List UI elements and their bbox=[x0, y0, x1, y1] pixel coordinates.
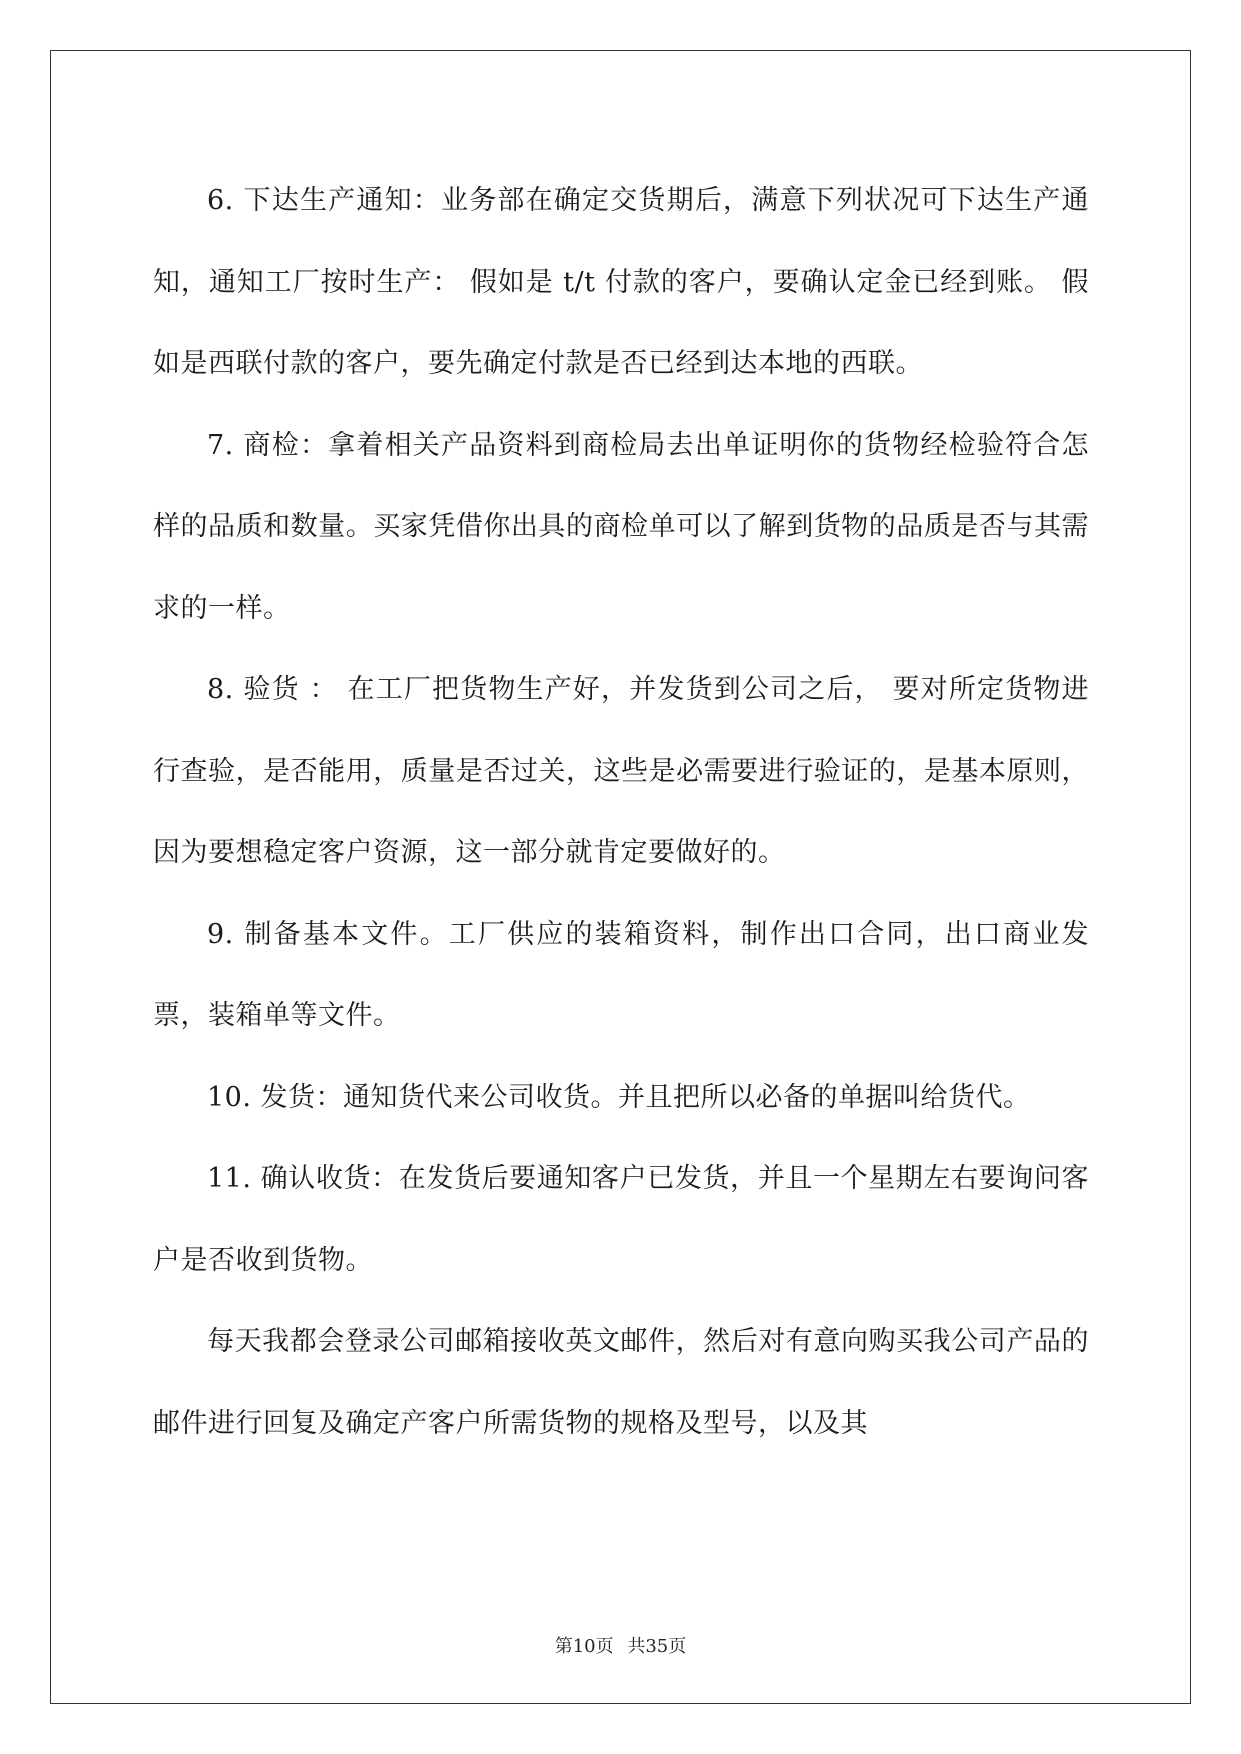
document-body bbox=[153, 160, 1089, 1464]
paragraph-step-11: 11. 确认收货：在发货后要通知客户已发货，并且一个星期左右要询问客户是否收到货物。 bbox=[153, 1163, 1089, 1276]
page-number: 第10页 bbox=[554, 1636, 614, 1657]
paragraph-step-6: 6. 下达生产通知：业务部在确定交货期后，满意下列状况可下达生产通知，通知工厂按时生产： 假如是 t/t 付款的客户，要确认定金已经到账。 假如是西联付款的客户，要先确定付款是否已经到达本地的西联。 bbox=[153, 185, 1089, 379]
paragraph-step-8: 8. 验货 ： 在工厂把货物生产好，并发货到公司之后， 要对所定货物进行查验，是否能用，质量是否过关，这些是必需要进行验证的，是基本原则，因为要想稳定客户资源，这一部分就肯定要做好的。 bbox=[153, 674, 1089, 868]
page-footer bbox=[0, 1632, 1241, 1658]
paragraph-step-7: 7. 商检：拿着相关产品资料到商检局去出单证明你的货物经检验符合怎样的品质和数量。买家凭借你出具的商检单可以了解到货物的品质是否与其需求的一样。 bbox=[153, 429, 1089, 624]
paragraph-step-9: 9. 制备基本文件。工厂供应的装箱资料，制作出口合同，出口商业发票，装箱单等文件。 bbox=[153, 918, 1089, 1031]
page-total: 共35页 bbox=[627, 1636, 687, 1657]
paragraph-step-10: 10. 发货：通知货代来公司收货。并且把所以必备的单据叫给货代。 bbox=[207, 1081, 1031, 1113]
paragraph-daily-work: 每天我都会登录公司邮箱接收英文邮件，然后对有意向购买我公司产品的邮件进行回复及确定产客户所需货物的规格及型号，以及其 bbox=[153, 1326, 1089, 1439]
